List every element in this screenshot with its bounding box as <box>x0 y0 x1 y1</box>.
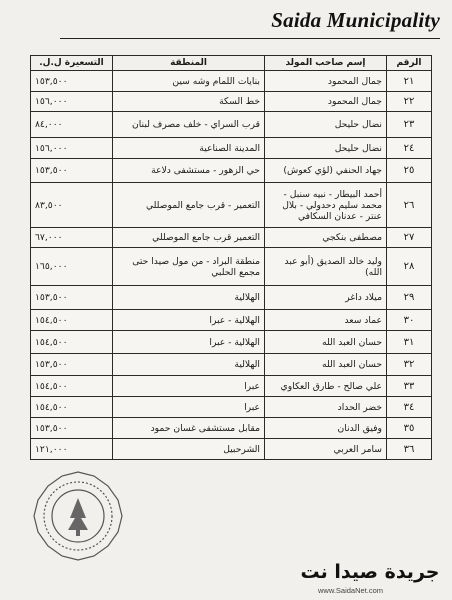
table-row <box>31 71 432 92</box>
row-owner-name: جهاد الحنفي (لؤي كعوش) <box>265 159 387 183</box>
row-price: ١٥٣,٥٠٠ <box>31 354 113 376</box>
row-area: عبرا <box>113 376 265 397</box>
table-row <box>31 310 432 331</box>
row-area: الشرحبيل <box>113 439 265 460</box>
row-number: ٢٢ <box>387 92 432 112</box>
row-area: الهلالية <box>113 354 265 376</box>
table-row <box>31 331 432 354</box>
row-price: ١٥٦,٠٠٠ <box>31 138 113 159</box>
watermark-url: www.SaidaNet.com <box>318 586 384 595</box>
table-row <box>31 183 432 228</box>
row-number: ٢٦ <box>387 183 432 228</box>
table-row <box>31 354 432 376</box>
row-owner-name: خضر الحداد <box>265 397 387 418</box>
row-price: ١٥٤,٥٠٠ <box>31 310 113 331</box>
row-owner-name: جمال المحمود <box>265 71 387 92</box>
row-price: ١٥٤,٥٠٠ <box>31 376 113 397</box>
header-divider <box>60 38 440 39</box>
row-area: قرب السراي - خلف مصرف لبنان <box>113 112 265 138</box>
row-owner-name: جمال المحمود <box>265 92 387 112</box>
row-area: مقابل مستشفى غسان حمود <box>113 418 265 439</box>
row-area: خط السكة <box>113 92 265 112</box>
table-row <box>31 418 432 439</box>
row-owner-name: وفيق الدنان <box>265 418 387 439</box>
row-price: ١٥٣,٥٠٠ <box>31 418 113 439</box>
page-corner-mark <box>12 44 32 62</box>
row-number: ٣٤ <box>387 397 432 418</box>
row-number: ٢٧ <box>387 228 432 248</box>
row-price: ١٥٤,٥٠٠ <box>31 331 113 354</box>
row-number: ٣٣ <box>387 376 432 397</box>
row-number: ٢١ <box>387 71 432 92</box>
table-row <box>31 92 432 112</box>
row-owner-name: نضال حليحل <box>265 138 387 159</box>
row-owner-name: مصطفى بنكجي <box>265 228 387 248</box>
row-number: ٢٨ <box>387 248 432 286</box>
document-title: Saida Municipality <box>271 8 440 32</box>
table-row <box>31 376 432 397</box>
row-owner-name: سامر العربي <box>265 439 387 460</box>
row-price: ٨٣,٥٠٠ <box>31 183 113 228</box>
row-owner-name: عماد سعد <box>265 310 387 331</box>
row-area: التعمير - قرب جامع الموصللي <box>113 183 265 228</box>
row-price: ١٥٣,٥٠٠ <box>31 71 113 92</box>
row-area: التعمير قرب جامع الموصللي <box>113 228 265 248</box>
col-header-number: الرقم <box>387 56 432 71</box>
row-owner-name: نضال حليحل <box>265 112 387 138</box>
row-number: ٢٤ <box>387 138 432 159</box>
table-row <box>31 138 432 159</box>
row-area: الهلالية - عبرا <box>113 331 265 354</box>
row-area: الهلالية - عبرا <box>113 310 265 331</box>
row-owner-name: أحمد البيطار - نبيه سنبل - محمد سليم دحدولي - بلال عنتر - عدنان السكافي <box>265 183 387 228</box>
newspaper-watermark: جريدة صيدا نت <box>300 561 440 583</box>
row-area: المدينة الصناعية <box>113 138 265 159</box>
row-area: منطقة البراد - من مول صيدا حتى مجمع الحلبي <box>113 248 265 286</box>
row-area: حي الزهور - مستشفى دلاعة <box>113 159 265 183</box>
row-price: ٨٤,٠٠٠ <box>31 112 113 138</box>
row-owner-name: حسان العبد الله <box>265 354 387 376</box>
row-price: ١٦٥,٠٠٠ <box>31 248 113 286</box>
table-row <box>31 159 432 183</box>
row-price: ١٥٣,٥٠٠ <box>31 286 113 310</box>
col-header-area: المنطقة <box>113 56 265 71</box>
row-number: ٣٥ <box>387 418 432 439</box>
table-row <box>31 112 432 138</box>
row-price: ١٥٤,٥٠٠ <box>31 397 113 418</box>
row-price: ١٢١,٠٠٠ <box>31 439 113 460</box>
row-number: ٢٣ <box>387 112 432 138</box>
row-owner-name: وليد خالد الصديق (أبو عبد الله) <box>265 248 387 286</box>
row-number: ٣٠ <box>387 310 432 331</box>
row-number: ٣٦ <box>387 439 432 460</box>
row-owner-name: ميلاد داغر <box>265 286 387 310</box>
table-row <box>31 228 432 248</box>
table-row <box>31 248 432 286</box>
row-area: الهلالية <box>113 286 265 310</box>
row-area: بنايات اللمام وشه سين <box>113 71 265 92</box>
table-header-row <box>31 56 432 71</box>
row-number: ٣١ <box>387 331 432 354</box>
generator-pricing-table <box>30 55 432 460</box>
row-number: ٢٥ <box>387 159 432 183</box>
row-number: ٣٢ <box>387 354 432 376</box>
row-owner-name: حسان العبد الله <box>265 331 387 354</box>
row-area: عبرا <box>113 397 265 418</box>
row-price: ١٥٣,٥٠٠ <box>31 159 113 183</box>
municipal-seal <box>30 468 126 564</box>
table-row <box>31 397 432 418</box>
col-header-price: التسعيرة ل.ل. <box>31 56 113 71</box>
row-owner-name: علي صالح - طارق العكاوي <box>265 376 387 397</box>
row-price: ٦٧,٠٠٠ <box>31 228 113 248</box>
table-row <box>31 286 432 310</box>
col-header-name: إسم صاحب المولد <box>265 56 387 71</box>
row-number: ٢٩ <box>387 286 432 310</box>
row-price: ١٥٦,٠٠٠ <box>31 92 113 112</box>
table-row <box>31 439 432 460</box>
